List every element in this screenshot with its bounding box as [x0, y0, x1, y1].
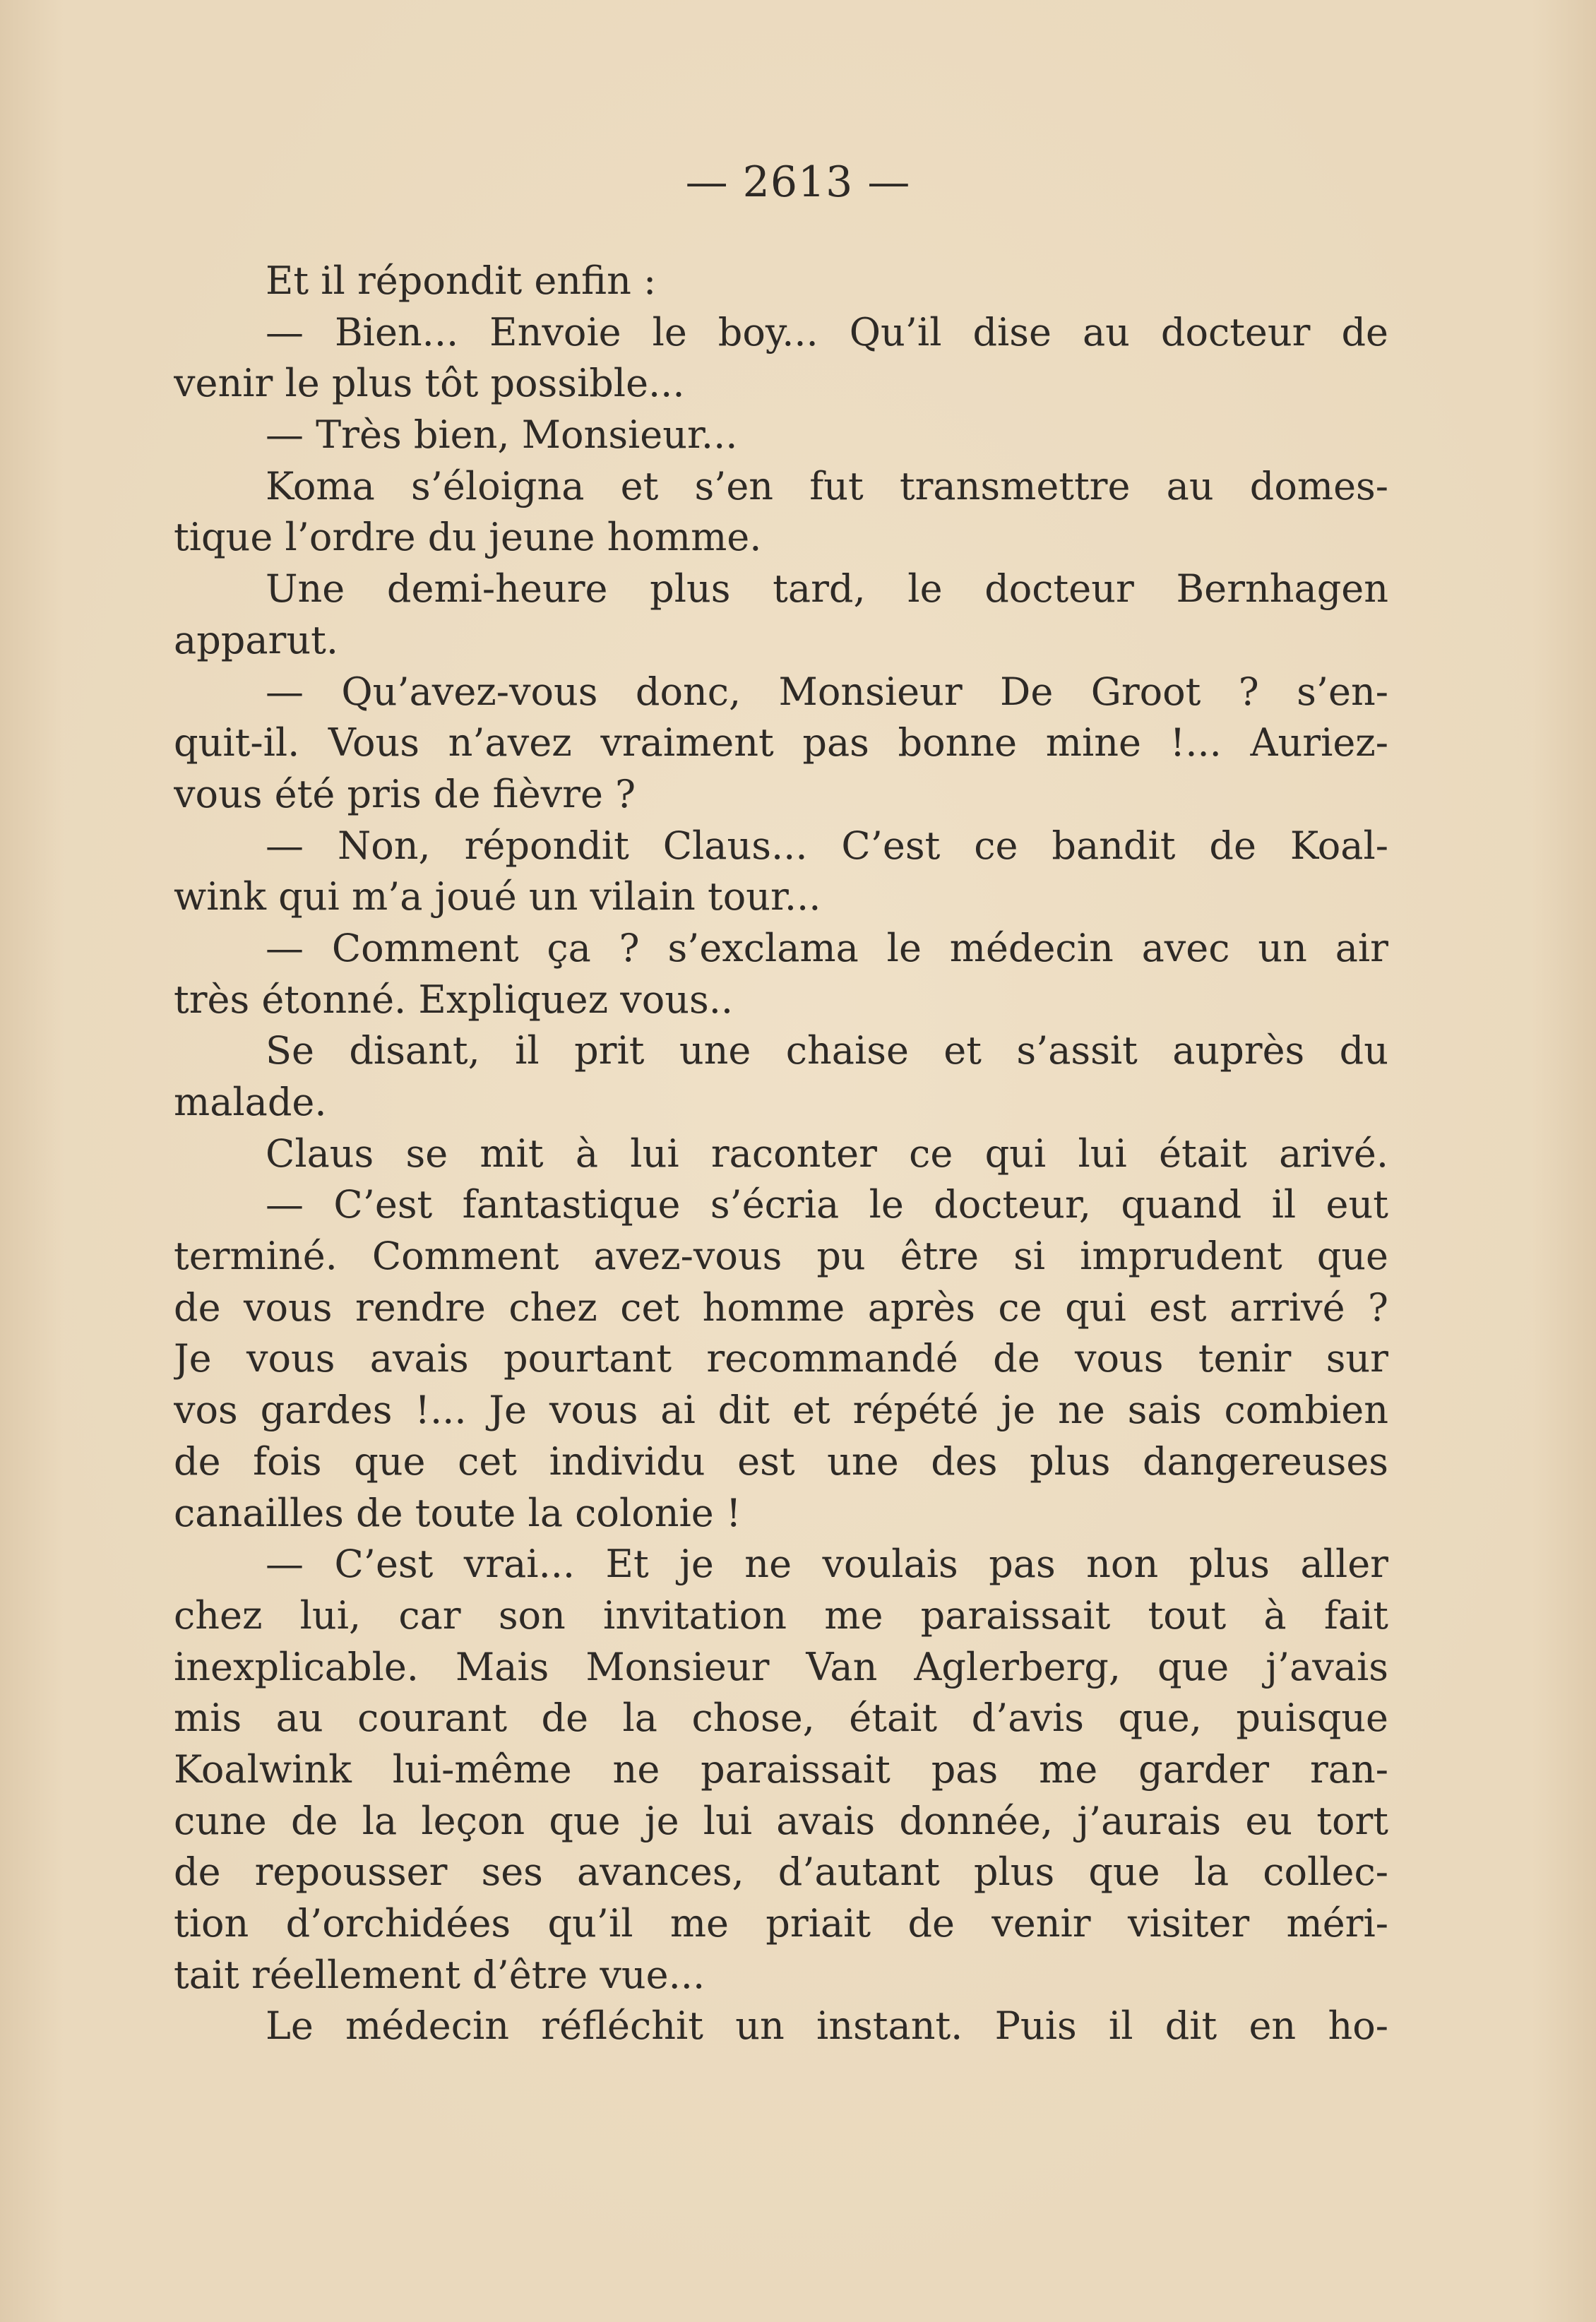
text-line: Je vous avais pourtant recommandé de vous tenir sur	[174, 1336, 1388, 1381]
text-line: — Bien... Envoie le boy... Qu’il dise au docteur de	[266, 309, 1388, 355]
text-line: quit-il. Vous n’avez vraiment pas bonne mine !... Auriez-	[174, 720, 1388, 766]
text-line: tait réellement d’être vue...	[174, 1952, 705, 1997]
text-line: — C’est vrai... Et je ne voulais pas non plus aller	[266, 1542, 1388, 1587]
text-line: — Non, répondit Claus... C’est ce bandit de Koal-	[266, 823, 1388, 868]
body-text	[174, 256, 1388, 2052]
text-line: inexplicable. Mais Monsieur Van Aglerberg, que j’avais	[174, 1644, 1388, 1689]
text-line: terminé. Comment avez-vous pu être si imprudent que	[174, 1234, 1388, 1279]
text-line: venir le plus tôt possible...	[174, 361, 685, 406]
text-line: Koalwink lui-même ne paraissait pas me garder ran-	[174, 1746, 1388, 1792]
text-line: vous été pris de fièvre ?	[174, 771, 636, 816]
text-line: — C’est fantastique s’écria le docteur, quand il eut	[266, 1182, 1388, 1227]
text-line: tique l’ordre du jeune homme.	[174, 515, 762, 560]
text-line: Le médecin réfléchit un instant. Puis il dit en ho-	[266, 2004, 1388, 2049]
page-number: — 2613 —	[685, 157, 911, 207]
text-line: mis au courant de la chose, était d’avis que, puisque	[174, 1696, 1388, 1741]
text-line: wink qui m’a joué un vilain tour...	[174, 874, 821, 919]
text-line: chez lui, car son invitation me paraissait tout à fait	[174, 1592, 1388, 1638]
text-line: de repousser ses avances, d’autant plus que la collec-	[174, 1850, 1388, 1895]
text-line: — Très bien, Monsieur...	[266, 412, 738, 458]
text-line: très étonné. Expliquez vous..	[174, 977, 734, 1022]
text-line: canailles de toute la colonie !	[174, 1490, 742, 1535]
text-line: Une demi-heure plus tard, le docteur Bernhagen	[266, 566, 1388, 612]
text-line: Et il répondit enfin :	[266, 258, 657, 303]
text-line: — Comment ça ? s’exclama le médecin avec un air	[266, 925, 1388, 970]
text-line: — Qu’avez-vous donc, Monsieur De Groot ? s’en-	[266, 669, 1388, 714]
text-line: tion d’orchidées qu’il me priait de venir visiter méri-	[174, 1901, 1388, 1946]
text-line: malade.	[174, 1080, 327, 1124]
text-line: Claus se mit à lui raconter ce qui lui était arivé.	[266, 1131, 1388, 1176]
text-line: Se disant, il prit une chaise et s’assit auprès du	[266, 1028, 1388, 1073]
text-line: de fois que cet individu est une des plus dangereuses	[174, 1439, 1388, 1484]
text-line: apparut.	[174, 617, 338, 662]
text-line: Koma s’éloigna et s’en fut transmettre au domes-	[266, 463, 1388, 508]
text-line: de vous rendre chez cet homme après ce qui est arrivé ?	[174, 1285, 1388, 1330]
text-line: vos gardes !... Je vous ai dit et répété je ne sais combien	[174, 1388, 1388, 1433]
text-line: cune de la leçon que je lui avais donnée, j’aurais eu tort	[174, 1798, 1388, 1843]
